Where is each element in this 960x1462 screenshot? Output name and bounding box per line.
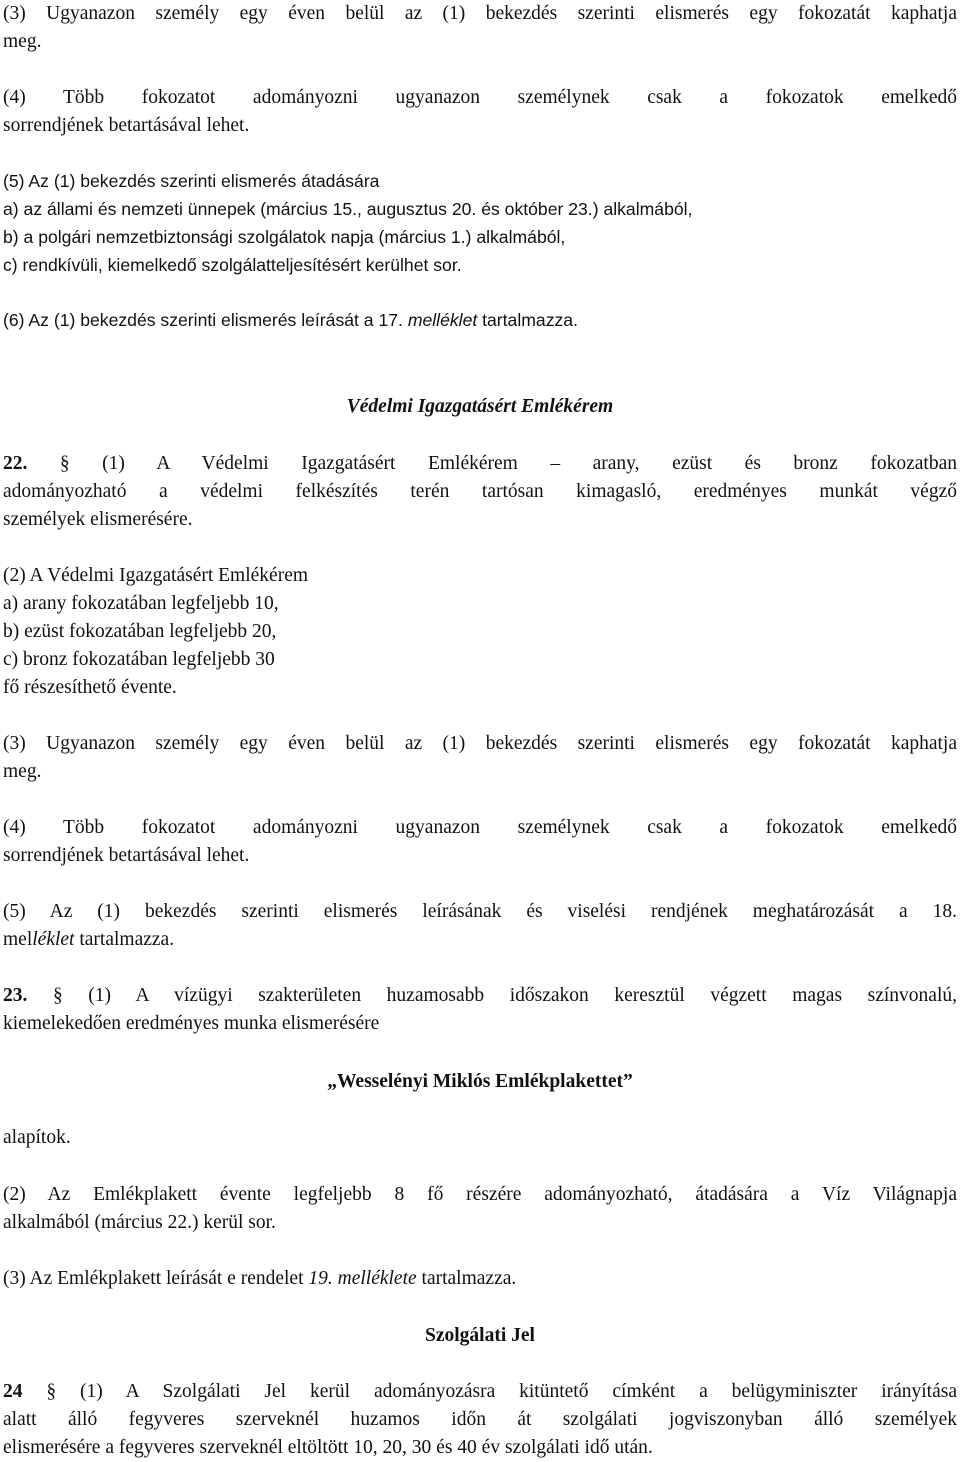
paragraph-line: meg. xyxy=(3,761,42,782)
text-run: tartalmazza. xyxy=(74,929,175,950)
paragraph-line: alatt álló fegyveres szerveknél huzamos időn át szolgálati jogviszonyban álló személyek xyxy=(3,1409,957,1430)
paragraph-line: személyek elismerésére. xyxy=(3,509,193,530)
text-run: § (1) A Védelmi Igazgatásért Emlékérem – arany, ezüst és bronz fokozatban xyxy=(27,453,957,474)
text-run: (3) Az Emlékplakett leírását e rendelet xyxy=(3,1268,309,1289)
paragraph-line: (5) Az (1) bekezdés szerinti elismerés átadására xyxy=(3,171,380,191)
paragraph-line: (4) Több fokozatot adományozni ugyanazon személynek csak a fokozatok emelkedő xyxy=(3,817,957,838)
section-heading: „Wesselényi Miklós Emlékplakettet” xyxy=(327,1071,633,1092)
paragraph-line xyxy=(3,1265,957,1293)
paragraph-line xyxy=(3,926,957,954)
list-item: c) rendkívüli, kiemelkedő szolgálatteljesítésért kerülhet sor. xyxy=(3,255,462,275)
paragraph-line: (5) Az (1) bekezdés szerinti elismerés leírásának és viselési rendjének meghatározását a 18. xyxy=(3,901,957,922)
section-number: 24 xyxy=(3,1381,23,1402)
paragraph-line: (3) Ugyanazon személy egy éven belül az (1) bekezdés szerinti elismerés egy fokozatát kaphatja xyxy=(3,733,957,754)
paragraph-line: sorrendjének betartásával lehet. xyxy=(3,115,250,136)
paragraph-line: meg. xyxy=(3,31,42,52)
list-item: b) a polgári nemzetbiztonsági szolgálatok napja (március 1.) alkalmából, xyxy=(3,227,566,247)
paragraph-line xyxy=(3,306,957,334)
list-item: a) arany fokozatában legfeljebb 10, xyxy=(3,593,279,614)
paragraph-line: fő részesíthető évente. xyxy=(3,677,177,698)
paragraph-line: sorrendjének betartásával lehet. xyxy=(3,845,250,866)
section-heading: Szolgálati Jel xyxy=(425,1325,535,1346)
paragraph-line: (2) Az Emlékplakett évente legfeljebb 8 fő részére adományozható, átadására a Víz Világnapja xyxy=(3,1184,957,1205)
section-number: 22. xyxy=(3,453,28,474)
list-item: a) az állami és nemzeti ünnepek (március 15., augusztus 20. és október 23.) alkalmából, xyxy=(3,199,693,219)
text-run: tartalmazza. xyxy=(416,1268,517,1289)
paragraph-line: alapítok. xyxy=(3,1127,71,1148)
paragraph-line xyxy=(3,1378,957,1406)
section-number: 23. xyxy=(3,985,28,1006)
paragraph-line: (3) Ugyanazon személy egy éven belül az (1) bekezdés szerinti elismerés egy fokozatát kaphatja xyxy=(3,3,957,24)
paragraph-line: elismerésére a fegyveres szerveknél eltöltött 10, 20, 30 és 40 év szolgálati idő után. xyxy=(3,1437,653,1458)
paragraph-line: (2) A Védelmi Igazgatásért Emlékérem xyxy=(3,565,309,586)
annex-reference: léklet xyxy=(32,929,75,950)
paragraph-line: adományozható a védelmi felkészítés terén tartósan kimagasló, eredményes munkát végző xyxy=(3,481,957,502)
annex-reference: melléklet xyxy=(407,310,478,330)
text-run: (6) Az (1) bekezdés szerinti elismerés leírását a 17. xyxy=(3,310,408,330)
annex-reference: 19. melléklete xyxy=(308,1268,417,1289)
list-item: b) ezüst fokozatában legfeljebb 20, xyxy=(3,621,277,642)
paragraph-line xyxy=(3,982,957,1010)
text-run: tartalmazza. xyxy=(477,310,578,330)
text-run: mel xyxy=(3,929,33,950)
paragraph-line xyxy=(3,450,957,478)
paragraph-line: kiemelekedően eredményes munka elismerésére xyxy=(3,1013,380,1034)
text-run: § (1) A vízügyi szakterületen huzamosabb időszakon keresztül végzett magas színvonalú, xyxy=(27,985,957,1006)
text-run: § (1) A Szolgálati Jel kerül adományozásra kitüntető címként a belügyminiszter irányítása xyxy=(22,1381,957,1402)
section-heading: Védelmi Igazgatásért Emlékérem xyxy=(346,396,614,417)
paragraph-line: (4) Több fokozatot adományozni ugyanazon személynek csak a fokozatok emelkedő xyxy=(3,87,957,108)
list-item: c) bronz fokozatában legfeljebb 30 xyxy=(3,649,275,670)
paragraph-line: alkalmából (március 22.) kerül sor. xyxy=(3,1212,276,1233)
